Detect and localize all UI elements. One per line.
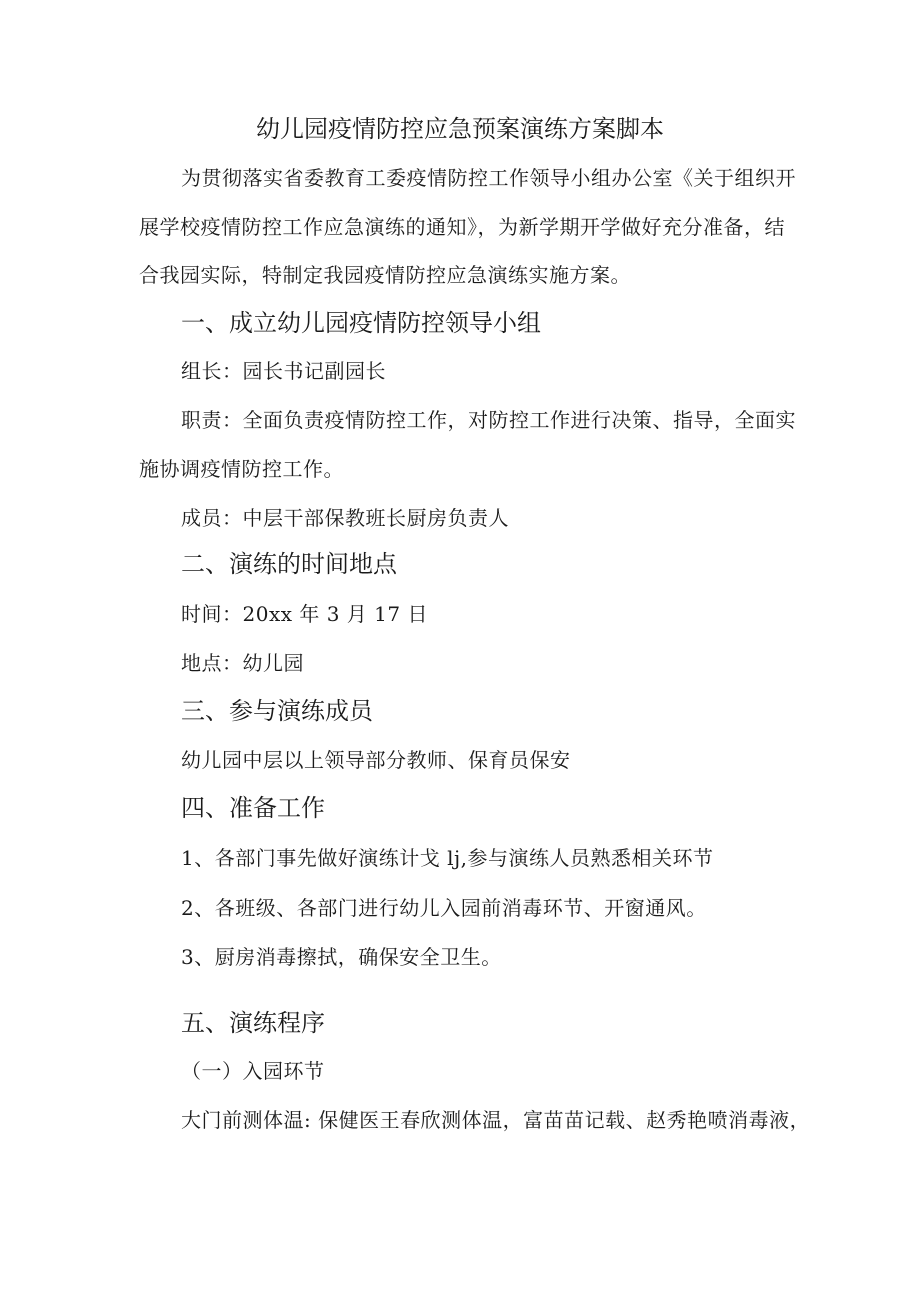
prep-item-2: 2、各班级、各部门进行幼儿入园前消毒环节、开窗通风。 bbox=[181, 896, 707, 920]
section-4-heading: 四、准备工作 bbox=[181, 794, 325, 822]
section-3-heading: 三、参与演练成员 bbox=[181, 697, 373, 725]
time-line: 时间：20xx 年 3 月 17 日 bbox=[181, 602, 428, 626]
place-line: 地点：幼儿园 bbox=[181, 651, 304, 675]
duty-line-1: 职责：全面负责疫情防控工作，对防控工作进行决策、指导，全面实 bbox=[181, 408, 796, 432]
document-title: 幼儿园疫情防控应急预案演练方案脚本 bbox=[256, 115, 664, 143]
subsection-1-heading: （一）入园环节 bbox=[181, 1059, 325, 1083]
section-1-heading: 一、成立幼儿园疫情防控领导小组 bbox=[181, 309, 541, 337]
intro-line-3: 合我园实际，特制定我园疫情防控应急演练实施方案。 bbox=[139, 263, 631, 287]
prep-item-3: 3、厨房消毒擦拭，确保安全卫生。 bbox=[181, 945, 502, 969]
section-2-heading: 二、演练的时间地点 bbox=[181, 550, 397, 578]
intro-line-2: 展学校疫情防控工作应急演练的通知》，为新学期开学做好充分准备，结 bbox=[139, 215, 785, 239]
prep-item-1: 1、各部门事先做好演练计戈 lj,参与演练人员熟悉相关环节 bbox=[181, 846, 714, 870]
intro-line-1: 为贯彻落实省委教育工委疫情防控工作领导小组办公室《关于组织开 bbox=[181, 166, 796, 190]
participants-line: 幼儿园中层以上领导部分教师、保育员保安 bbox=[181, 748, 571, 772]
entry-procedure-text: 大门前测体温: 保健医王春欣测体温，富苗苗记载、赵秀艳喷消毒液， bbox=[181, 1108, 811, 1132]
leader-line: 组长：园长书记副园长 bbox=[181, 359, 386, 383]
section-5-heading: 五、演练程序 bbox=[181, 1009, 325, 1037]
members-line: 成员：中层干部保教班长厨房负责人 bbox=[181, 506, 509, 530]
duty-line-2: 施协调疫情防控工作。 bbox=[139, 457, 344, 481]
